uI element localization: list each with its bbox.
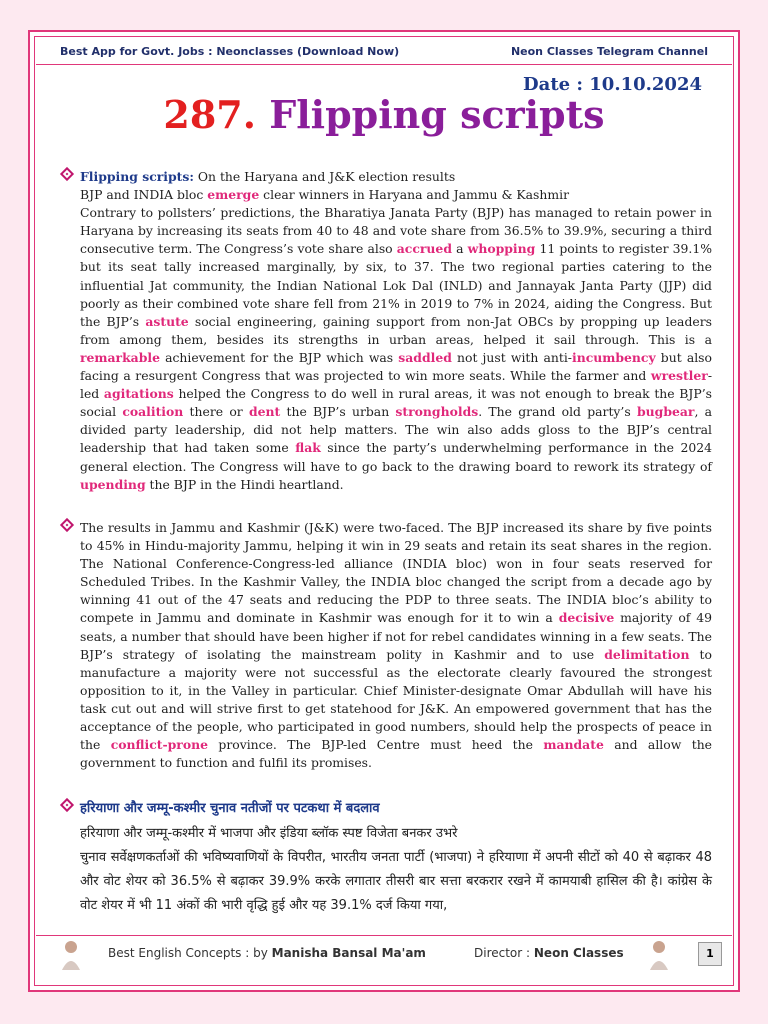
vocab-word: dent: [248, 404, 281, 420]
vocab-word: astute: [145, 313, 189, 329]
vocab-word: remarkable: [80, 349, 160, 365]
paragraph-text: Contrary to pollsters’ predictions, the Bharatiya Janata Party (BJP) has managed to retain power in Haryana by increasing its seats from 40 to 48 and vote share from 36.5% to 39.9%, securing a third consecutive term. The Congress’s vote share also: [80, 205, 712, 257]
vocab-word: coalition: [122, 404, 184, 420]
paragraph-text: social engineering, gaining support from non-Jat OBCs by propping up leaders from among them, besides its strengths in urban areas, helped it sail through. This is a: [80, 313, 712, 347]
paragraph-text: province. The BJP-led Centre must heed the: [208, 737, 544, 753]
paragraph-text: achievement for the BJP which was: [159, 349, 399, 365]
paragraph-text: since the party’s underwhelming performance in the 2024 general election. The Congress will have to go back to the drawing board to rework its strategy of: [80, 440, 712, 474]
vocab-word: mandate: [543, 737, 604, 753]
paragraph-jk: [80, 519, 712, 772]
paragraph-text: , a divided party leadership, did not help matters. The win also adds gloss to the BJP’s central leadership that had taken some: [80, 404, 713, 456]
author-avatar-icon: [60, 938, 82, 970]
paragraph-text: to manufacture a majority were not successful as the electorate clearly favoured the strongest opposition to it, in the Valley in particular. Chief Minister-designate Omar Abdullah will have his task cut out and will strive first to get statehood for J&K. An empowered government that has the acceptance of the people, who participated in good numbers, should help the prospects of peace in the: [80, 646, 712, 753]
paragraph-text: but also facing a resurgent Congress that was projected to win more seats. While the farmer and: [80, 349, 712, 384]
paragraph-text: 11 points to register 39.1% but its seat tally increased marginally, by six, to 37. The two regional parties catering to the influential Jat community, the Indian National Lok Dal (INLD) and Jannayak Janta Party (JJP) did poorly as their combined vote share fell from 21% in 2019 to 7% in 2024, aiding the Congress. But the BJP’s: [80, 241, 712, 329]
paragraph-text: -led: [80, 368, 712, 402]
footer: [36, 938, 732, 972]
vocab-word: decisive: [558, 610, 615, 626]
section-haryana: [80, 168, 712, 494]
hindi-heading: हरियाणा और जम्मू-कश्मीर चुनाव नतीजों पर पटकथा में बदलाव: [80, 801, 380, 816]
paragraph-text: not just with anti-: [451, 349, 572, 365]
vocab-word: delimitation: [604, 646, 690, 662]
vocab-word: agitations: [103, 386, 174, 402]
section-jk: [80, 519, 712, 772]
title-number: 287.: [163, 92, 256, 137]
telegram-channel: Neon Classes Telegram Channel: [510, 45, 708, 58]
footer-author: Best English Concepts : by Manisha Bansal Ma'am: [108, 946, 426, 960]
section-lead: Flipping scripts: On the Haryana and J&K election results: [80, 169, 456, 184]
vocab-word: flak: [295, 440, 321, 456]
vocab-word: incumbency: [572, 349, 656, 365]
vocab-word: bugbear: [636, 404, 695, 420]
page-number: 1: [698, 942, 722, 966]
section-subheading: BJP and INDIA bloc emerge clear winners in Haryana and Jammu & Kashmir: [80, 187, 570, 203]
vocab-word: whopping: [467, 241, 536, 257]
paragraph-text: . The grand old party’s: [478, 404, 637, 420]
date-label: Date : 10.10.2024: [523, 74, 702, 95]
app-promo: Best App for Govt. Jobs : Neonclasses (Download Now): [60, 45, 400, 58]
footer-divider: [36, 935, 732, 936]
vocab-word: wrestler: [650, 368, 708, 384]
header-divider: [36, 64, 732, 65]
paragraph-text: helped the Congress to do well in rural areas, it was not enough to break the BJP’s social: [80, 386, 712, 420]
page-title: [0, 92, 768, 137]
title-text: Flipping scripts: [269, 92, 605, 137]
paragraph-haryana: [80, 204, 712, 494]
paragraph-text: The results in Jammu and Kashmir (J&K) were two-faced. The BJP increased its share by five points to 45% in Hindu-majority Jammu, helping it win in 29 seats and retain its seat shares in the region. The National Conference-Congress-led alliance (INDIA bloc) won in four seats reserved for Scheduled Tribes. In the Kashmir Valley, the INDIA bloc changed the script from a decade ago by winning 41 out of the 47 seats and reducing the PDP to three seats. The INDIA bloc’s ability to compete in Jammu and dominate in Kashmir was enough for it to win a: [80, 520, 712, 626]
hindi-paragraph: चुनाव सर्वेक्षणकर्ताओं की भविष्यवाणियों के विपरीत, भारतीय जनता पार्टी (भाजपा) ने हरियाणा में अपनी सीटों को 40 से बढ़ाकर 48 और वोट शेयर को 36.5% से बढ़ाकर 39.9% करके लगातार तीसरी बार सत्ता बरकरार रखने में कामयाबी हासिल की है। कांग्रेस के वोट शेयर में भी 11 अंकों की भारी वृद्धि हुई और यह 39.1% दर्ज किया गया,: [80, 850, 712, 913]
paragraph-text: the BJP’s urban: [280, 404, 396, 420]
paragraph-text: there or: [183, 404, 249, 420]
director-avatar-icon: [648, 938, 670, 970]
vocab-word: upending: [80, 476, 146, 492]
paragraph-text: majority of 49 seats, a number that should have been higher if not for rebel candidates winning in a few seats. The BJP’s strategy of isolating the mainstream polity in Kashmir and to use: [80, 610, 713, 662]
vocab-word: saddled: [398, 349, 452, 365]
vocab-word: accrued: [396, 241, 452, 257]
footer-director: Director : Neon Classes: [474, 946, 624, 960]
paragraph-text: and allow the government to function and fulfil its promises.: [80, 737, 713, 771]
paragraph-text: a: [451, 241, 468, 257]
vocab-word: strongholds: [395, 404, 479, 420]
paragraph-text: the BJP in the Hindi heartland.: [145, 476, 344, 492]
hindi-subheading: हरियाणा और जम्मू-कश्मीर में भाजपा और इंडिया ब्लॉक स्पष्ट विजेता बनकर उभरे: [80, 826, 458, 841]
vocab-word: conflict-prone: [110, 737, 208, 753]
